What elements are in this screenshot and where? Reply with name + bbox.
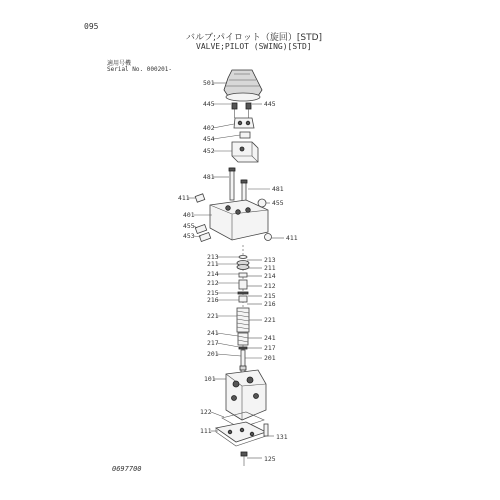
part-washers-211-213 xyxy=(237,256,249,270)
part-boot-501 xyxy=(224,70,262,101)
part-label-481a: 481 xyxy=(203,173,215,181)
part-label-221a: 221 xyxy=(207,312,219,320)
part-label-445b: 445 xyxy=(264,100,276,108)
page-number: 095 xyxy=(84,22,99,31)
leader-line-217a xyxy=(217,343,239,347)
title-english: VALVE;PILOT (SWING)[STD] xyxy=(196,42,312,51)
title-japanese: バルブ;パイロット（旋回）[STD] xyxy=(186,33,323,43)
part-pin-454 xyxy=(240,132,250,138)
part-label-201a: 201 xyxy=(207,350,219,358)
part-label-241b: 241 xyxy=(264,334,276,342)
part-label-211a: 211 xyxy=(207,260,219,268)
part-screws-445 xyxy=(232,103,251,118)
part-label-214a: 214 xyxy=(207,270,219,278)
part-label-411b: 411 xyxy=(286,234,298,242)
part-label-455b: 455 xyxy=(183,222,195,230)
part-label-452: 452 xyxy=(203,147,215,155)
leader-line-122 xyxy=(211,412,224,417)
leader-line-402 xyxy=(213,124,234,128)
applicability-label: 適用号機 xyxy=(107,60,132,67)
part-label-453: 453 xyxy=(183,232,195,240)
part-label-131: 131 xyxy=(276,433,288,441)
part-body-101 xyxy=(226,370,266,420)
part-label-241a: 241 xyxy=(207,329,219,337)
part-label-455a: 455 xyxy=(272,199,284,207)
leader-line-241a xyxy=(217,333,238,336)
part-bolt-125 xyxy=(241,452,247,466)
part-springs-221 xyxy=(237,308,249,332)
part-label-481b: 481 xyxy=(272,185,284,193)
part-label-501: 501 xyxy=(203,79,215,87)
part-plug-411-left xyxy=(195,194,205,202)
part-plugs-455-453-left xyxy=(195,224,210,241)
document-id: 0697700 xyxy=(112,465,142,473)
part-plug-455-right xyxy=(258,199,266,207)
part-shims-217 xyxy=(239,347,247,349)
part-label-101: 101 xyxy=(204,375,216,383)
part-pin-131 xyxy=(264,424,268,436)
leader-line-454 xyxy=(213,135,240,139)
part-plug-411-right xyxy=(265,234,272,241)
part-label-402: 402 xyxy=(203,124,215,132)
part-label-216b: 216 xyxy=(264,300,276,308)
part-label-122: 122 xyxy=(200,408,212,416)
part-label-217b: 217 xyxy=(264,344,276,352)
part-label-213a: 213 xyxy=(207,253,219,261)
part-label-216a: 216 xyxy=(207,296,219,304)
part-label-214b: 214 xyxy=(264,272,276,280)
part-items-215-216 xyxy=(238,292,248,302)
part-label-125: 125 xyxy=(264,455,276,463)
part-label-211b: 211 xyxy=(264,264,276,272)
part-label-217a: 217 xyxy=(207,339,219,347)
part-springs-241 xyxy=(238,333,248,345)
leader-line-201a xyxy=(217,354,241,356)
part-label-215b: 215 xyxy=(264,292,276,300)
part-label-212a: 212 xyxy=(207,279,219,287)
part-label-212b: 212 xyxy=(264,282,276,290)
part-label-201b: 201 xyxy=(264,354,276,362)
part-label-215a: 215 xyxy=(207,289,219,297)
part-joint-452 xyxy=(232,142,258,162)
part-plate-111 xyxy=(216,422,266,446)
serial-number-label: Serial No. 000201- xyxy=(107,66,173,73)
part-label-445a: 445 xyxy=(203,100,215,108)
part-plate-402 xyxy=(234,118,254,128)
part-label-401: 401 xyxy=(183,211,195,219)
part-label-411a: 411 xyxy=(178,194,190,202)
part-seats-212-214 xyxy=(239,273,247,289)
part-label-221b: 221 xyxy=(264,316,276,324)
part-label-213b: 213 xyxy=(264,256,276,264)
part-spools-201 xyxy=(240,350,246,372)
part-label-454: 454 xyxy=(203,135,215,143)
part-label-111: 111 xyxy=(200,427,212,435)
